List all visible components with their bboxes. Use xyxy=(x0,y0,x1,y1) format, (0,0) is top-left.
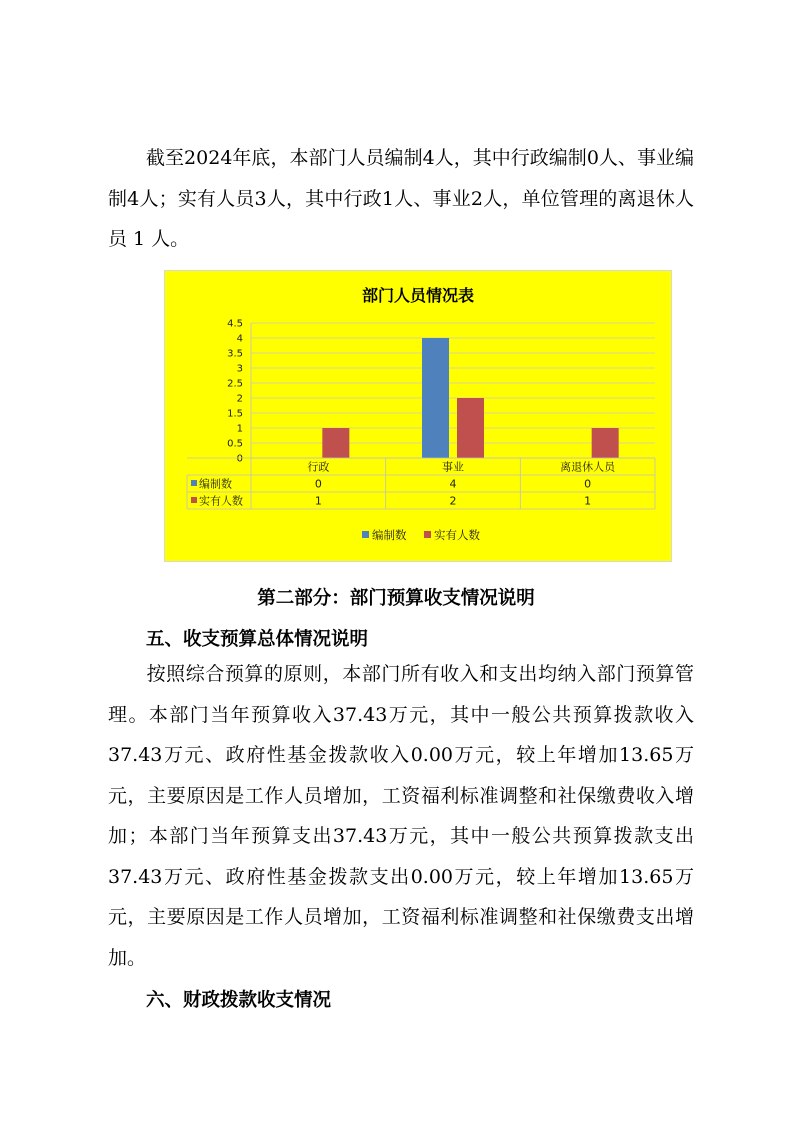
legend-key xyxy=(424,531,431,538)
bar-staffing-quota xyxy=(422,338,449,458)
y-tick-label: 4.5 xyxy=(227,318,243,330)
y-tick-label: 2.5 xyxy=(227,378,243,390)
section6-title: 六、财政拨款收支情况 xyxy=(146,990,332,1011)
table-series-label: 编制数 xyxy=(199,477,232,491)
paragraph-staffing-text: 截至2024年底，本部门人员编制4人，其中行政编制0人、事业编制4人；实有人员3人，其中行政1人、事业2人，单位管理的离退休人员 1 人。 xyxy=(108,147,694,250)
y-tick-label: 3.5 xyxy=(227,348,243,360)
y-tick-label: 0.5 xyxy=(227,438,243,450)
staff-chart xyxy=(164,270,672,562)
data-label: 1 xyxy=(314,494,322,508)
data-label: 2 xyxy=(449,494,457,508)
y-tick-label: 3 xyxy=(236,363,243,375)
paragraph-staffing xyxy=(108,138,694,260)
y-tick-label: 0 xyxy=(236,453,243,465)
table-series-label: 实有人数 xyxy=(199,494,243,508)
data-label: 0 xyxy=(584,477,592,491)
y-tick-label: 1 xyxy=(236,423,243,435)
data-label: 1 xyxy=(584,494,592,508)
x-category-label: 行政 xyxy=(307,460,330,474)
x-category-label: 离退休人员 xyxy=(560,460,616,474)
table-legend-key xyxy=(191,480,197,486)
x-category-label: 事业 xyxy=(442,460,464,474)
y-tick-label: 1.5 xyxy=(227,408,243,420)
bar-actual-staff xyxy=(592,428,619,458)
paragraph-budget-overview-text: 按照综合预算的原则，本部门所有收入和支出均纳入部门预算管理。本部门当年预算收入37.43万元，其中一般公共预算拨款收入37.43万元、政府性基金拨款收入0.00万元，较上年增加13.65万元，主要原因是工作人员增加，工资福利标准调整和社保缴费收入增加；本部门当年预算支出37.43万元，其中一般公共预算拨款支出37.43万元、政府性基金拨款支出0.00万元，较上年增加13.65万元，主要原因是工作人员增加，工资福利标准调整和社保缴费支出增加。 xyxy=(108,663,694,969)
legend-key xyxy=(362,531,369,538)
chart-title: 部门人员情况表 xyxy=(361,286,474,305)
data-label: 0 xyxy=(314,477,322,491)
bar-actual-staff xyxy=(322,428,349,458)
legend-label: 编制数 xyxy=(372,528,407,542)
data-label: 4 xyxy=(449,477,457,491)
chart-canvas xyxy=(165,271,671,561)
section5-title: 五、收支预算总体情况说明 xyxy=(146,629,369,650)
bar-actual-staff xyxy=(457,398,484,458)
paragraph-budget-overview xyxy=(108,654,694,978)
part2-title: 第二部分：部门预算收支情况说明 xyxy=(257,588,535,609)
y-tick-label: 2 xyxy=(236,393,243,405)
y-tick-label: 4 xyxy=(236,333,243,345)
legend-label: 实有人数 xyxy=(434,528,480,542)
table-legend-key xyxy=(191,497,197,503)
